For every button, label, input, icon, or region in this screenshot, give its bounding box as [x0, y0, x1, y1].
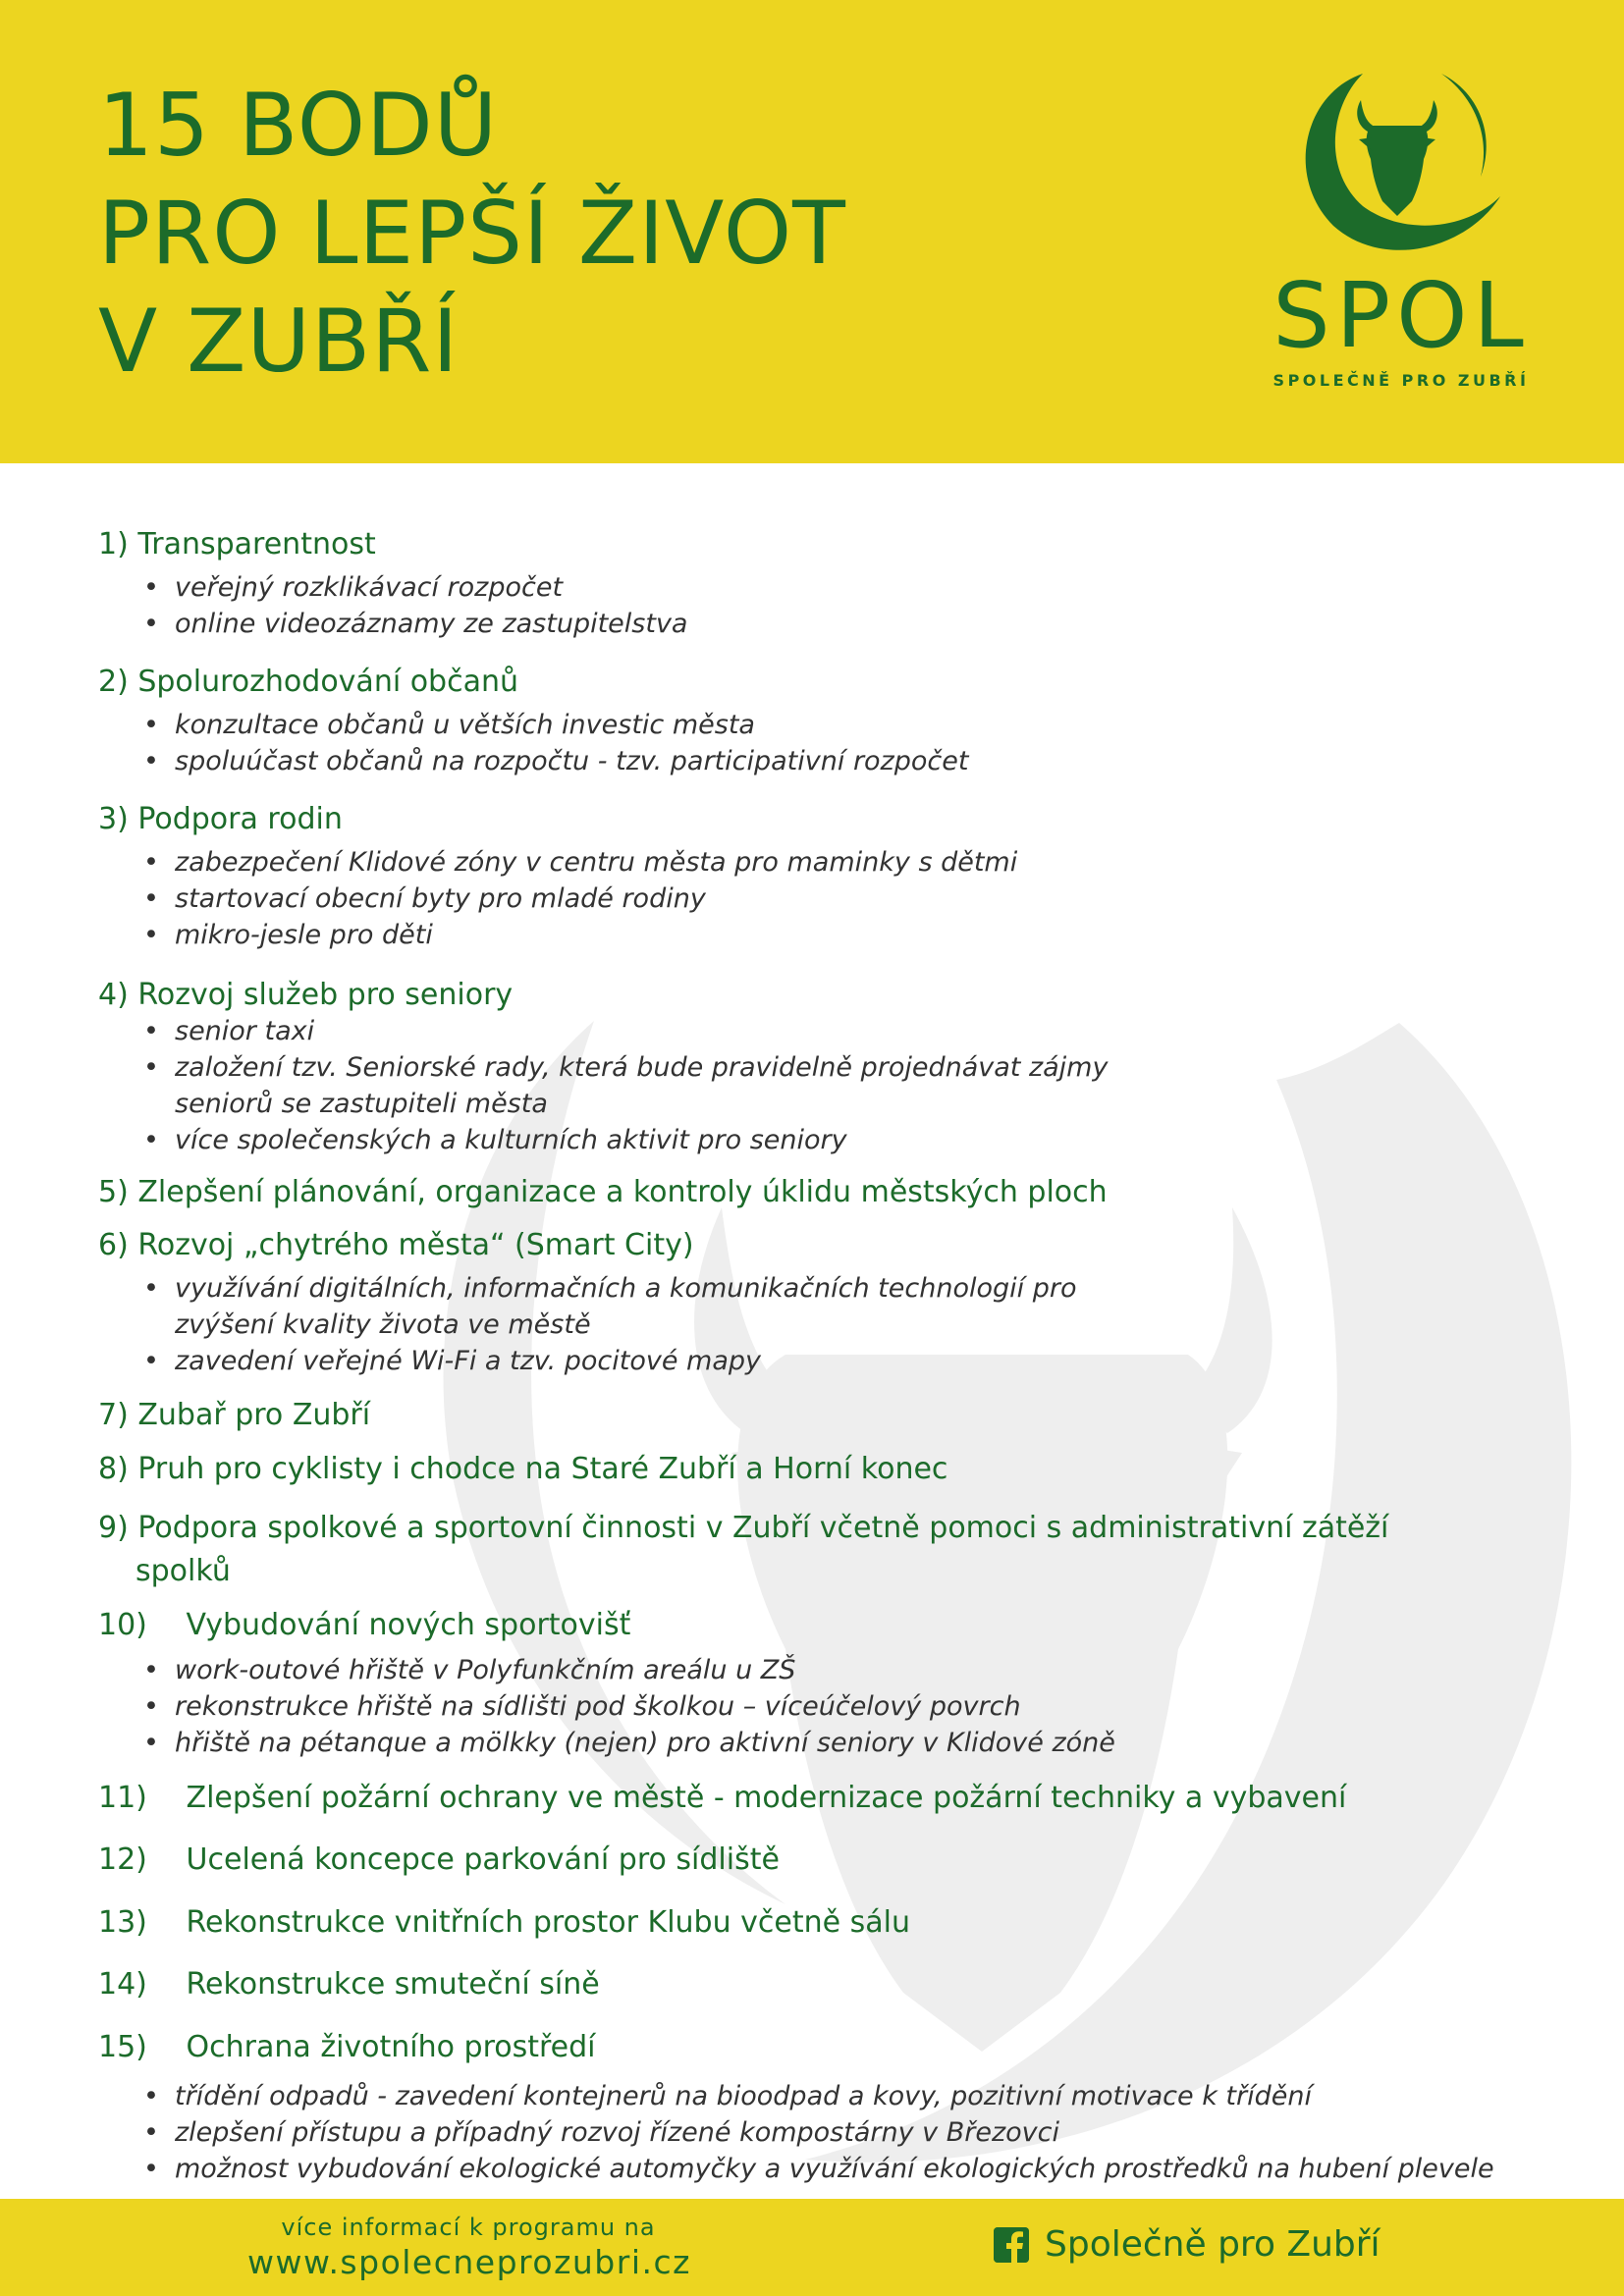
point-title: Vybudování nových sportovišť: [186, 1608, 631, 1642]
list-item-text: zlepšení přístupu a případný rozvoj řízené kompostárny v Březovci: [175, 2117, 1059, 2148]
list-item-text: zabezpečení Klidové zóny v centru města pro maminky s dětmi: [175, 847, 1018, 878]
list-item-text: více společenských a kulturních aktivit pro seniory: [175, 1125, 847, 1155]
point-title: Rekonstrukce smuteční síně: [186, 1967, 600, 2002]
list-item-text: založení tzv. Seniorské rady, která bude pravidelně projednávat zájmy: [175, 1052, 1109, 1083]
point-number: 9): [98, 1511, 129, 1545]
point-title-continuation: spolků: [135, 1554, 231, 1588]
point-number: 4): [98, 978, 129, 1012]
list-item-text: online videozáznamy ze zastupitelstva: [175, 609, 688, 639]
point-title: Transparentnost: [137, 527, 376, 561]
point-number: 3): [98, 802, 129, 836]
list-item-text: zvýšení kvality života ve městě: [175, 1309, 591, 1340]
point-number: 14): [98, 1967, 147, 2002]
point-title: Podpora spolkové a sportovní činnosti v Zubří včetně pomoci s administrativní zátěží: [137, 1511, 1389, 1545]
program-point-13: [98, 1901, 910, 1945]
point-number: 6): [98, 1228, 129, 1262]
list-item-text: spoluúčast občanů na rozpočtu - tzv. participativní rozpočet: [175, 746, 969, 776]
point-title: Podpora rodin: [137, 802, 343, 836]
list-item-text: konzultace občanů u větších investic města: [175, 710, 755, 740]
program-point-4: [98, 974, 513, 1017]
website-link[interactable]: www.spolecneprozubri.cz: [247, 2243, 691, 2281]
point-number: 12): [98, 1842, 147, 1877]
list-item-text: možnost vybudování ekologické automyčky a využívání ekologických prostředků na hubení plevele: [175, 2154, 1494, 2184]
point-title: Ucelená koncepce parkování pro sídliště: [186, 1842, 780, 1877]
facebook-icon[interactable]: [994, 2227, 1029, 2263]
point-title: Rozvoj „chytrého města“ (Smart City): [137, 1228, 694, 1262]
program-point-5: [98, 1171, 1108, 1214]
program-point-10: [98, 1604, 630, 1647]
point-title: Rozvoj služeb pro seniory: [137, 978, 514, 1012]
point-number: 8): [98, 1452, 129, 1486]
point-number: 5): [98, 1175, 129, 1209]
list-item-text: work-outové hřiště v Polyfunkčním areálu u ZŠ: [175, 1655, 796, 1685]
facebook-page-link[interactable]: Společně pro Zubří: [1045, 2224, 1380, 2265]
list-item-text: hřiště na pétanque a mölkky (nejen) pro aktivní seniory v Klidové zóně: [175, 1728, 1115, 1758]
point-title: Spolurozhodování občanů: [137, 665, 518, 699]
point-number: 11): [98, 1781, 147, 1815]
program-point-11: [98, 1777, 1346, 1820]
list-item-text: senior taxi: [175, 1016, 315, 1046]
program-point-12: [98, 1839, 780, 1882]
point-title: Zubař pro Zubří: [137, 1398, 371, 1432]
footer-banner: [0, 2199, 1624, 2296]
point-number: 10): [98, 1608, 147, 1642]
list-item-text: veřejný rozklikávací rozpočet: [175, 572, 564, 603]
program-point-6: [98, 1224, 694, 1267]
program-point-9: [98, 1507, 1473, 1593]
program-point-8: [98, 1448, 947, 1491]
logo-wordmark: SPOL: [1272, 263, 1530, 368]
program-point-1: [98, 523, 376, 566]
program-list: 1) Transparentnost • veřejný rozklikávací rozpočet • online videozáznamy ze zastupitelstva 2) Spolurozhodování občanů • konzultace občanů u větších investic města • spoluúčast občanů na rozpočtu - tzv. participativní rozpočet 3) Podpora rodin • zabezpečení Klidové zóny v centru města pro maminky s dětmi • startovací obecní byty pro mladé rodiny • mikro-jesle pro děti 4) Rozvoj služeb pro seniory • senior taxi • založení tzv. Seniorské rady, která bude pravidelně projednávat zájmy seniorů se zastupiteli města • více společenských a kulturních aktivit pro seniory 5) Zlepšení plánování, organizace a kontroly úklidu městských ploch 6) Rozvoj „chytrého města“ (Smart City) • využívání digitálních, informačních a komunikačních technologií pro zvýšení kvality života ve městě • zavedení veřejné Wi-Fi a tzv. pocitové mapy 7) Zubař pro Zubří 8) Pruh pro cyklisty i chodce na Staré Zubří a Horní konec 9) Podpora spolkové a sportovní činnosti v Zubří včetně pomoci s administrativní zátěží spolků 10) Vybudování nových sportovišť • work-outové hřiště v Polyfunkčním areálu u ZŠ • rekonstrukce hřiště na sídlišti pod školkou – víceúčelový povrch • hřiště na pétanque a mölkky (nejen) pro aktivní seniory v Klidové zóně 11) Zlepšení požární ochrany ve městě - modernizace požární techniky a vybavení 12) Ucelená koncepce parkování pro sídliště 13) Rekonstrukce vnitřních prostor Klubu včetně sálu 14) Rekonstrukce smuteční síně 15) Ochrana životního prostředí • třídění odpadů - zavedení kontejnerů na bioodpad a kovy, pozitivní motivace k třídění • zlepšení přístupu a případný rozvoj řízené kompostárny v Březovci • možnost vybudování ekologické automyčky a využívání ekologických prostředků na hubení plevele: [0, 0, 1624, 2296]
list-item-text: startovací obecní byty pro mladé rodiny: [175, 883, 706, 914]
logo-tagline: SPOLEČNĚ PRO ZUBŘÍ: [1272, 371, 1530, 390]
list-item-text: třídění odpadů - zavedení kontejnerů na bioodpad a kovy, pozitivní motivace k třídění: [175, 2081, 1312, 2111]
page-title-line-2: PRO LEPŠÍ ŽIVOT: [98, 183, 846, 284]
page-title-line-3: V ZUBŘÍ: [98, 291, 460, 392]
point-title: Ochrana životního prostředí: [186, 2030, 596, 2064]
footer-info-text: více informací k programu na: [281, 2214, 656, 2241]
point-title: Zlepšení požární ochrany ve městě - modernizace požární techniky a vybavení: [186, 1781, 1347, 1815]
point-title: Rekonstrukce vnitřních prostor Klubu včetně sálu: [186, 1905, 910, 1940]
program-point-2: [98, 661, 518, 704]
list-item-text: zavedení veřejné Wi-Fi a tzv. pocitové mapy: [175, 1346, 761, 1376]
point-title: Zlepšení plánování, organizace a kontroly úklidu městských ploch: [137, 1175, 1108, 1209]
point-number: 13): [98, 1905, 147, 1940]
page-title-line-1: 15 BODŮ: [98, 75, 499, 176]
list-item-text: využívání digitálních, informačních a komunikačních technologií pro: [175, 1273, 1077, 1304]
point-number: 7): [98, 1398, 129, 1432]
program-point-3: [98, 798, 343, 841]
point-number: 15): [98, 2030, 147, 2064]
program-point-15: [98, 2026, 596, 2069]
list-item-text: mikro-jesle pro děti: [175, 920, 433, 950]
point-title: Pruh pro cyklisty i chodce na Staré Zubří a Horní konec: [137, 1452, 948, 1486]
program-point-7: [98, 1394, 370, 1437]
list-item-text: seniorů se zastupiteli města: [175, 1089, 548, 1119]
program-point-14: [98, 1963, 600, 2006]
point-number: 1): [98, 527, 129, 561]
point-number: 2): [98, 665, 129, 699]
list-item-text: rekonstrukce hřiště na sídlišti pod školkou – víceúčelový povrch: [175, 1691, 1021, 1722]
